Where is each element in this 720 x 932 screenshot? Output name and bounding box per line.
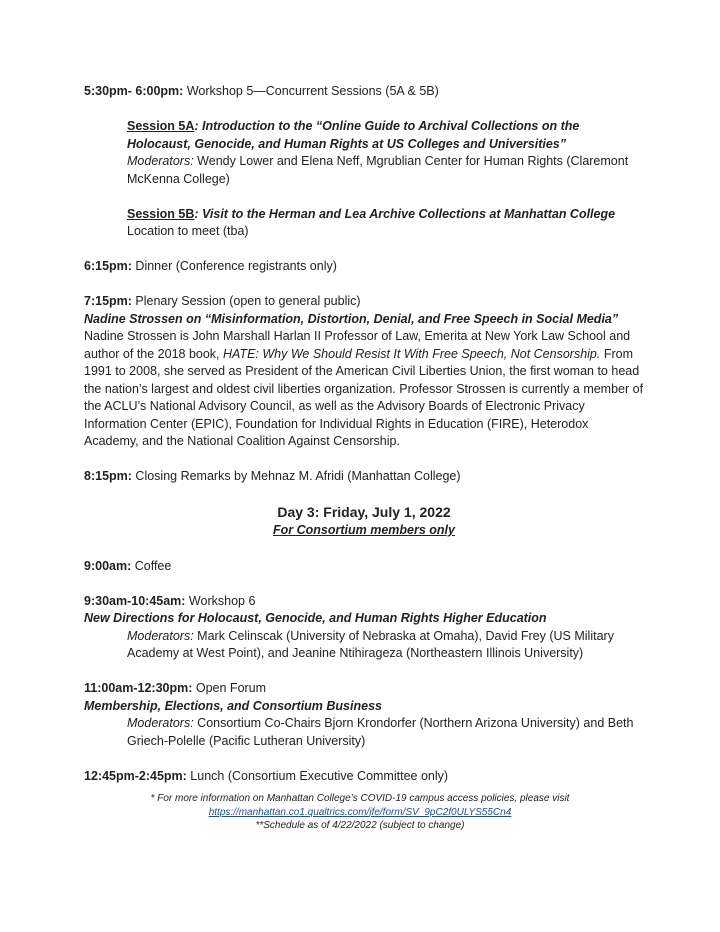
covid-note: * For more information on Manhattan College’s COVID-19 campus access policies, please visit bbox=[150, 793, 570, 804]
session-5b: Session 5B: Visit to the Herman and Lea Archive Collections at Manhattan College Location to meet (tba) bbox=[127, 206, 616, 238]
bio-part-2: From 1991 to 2008, she served as President of the American Civil Liberties Union, the first woman to head the nation’s largest and oldest civil liberties organization. Professor Strossen is currently a member of the ACLU’s National Advisory Council, as well as the Advisory Boards of Electronic Privacy Information Center (EPIC), Foundation for Individual Rights in Education (FIRE), Heterodox Academy, and the National Coalition Against Censorship. bbox=[84, 346, 644, 448]
location: Location to meet (tba) bbox=[127, 224, 249, 238]
time: 12:45pm-2:45pm: bbox=[84, 768, 187, 783]
time: 7:15pm: bbox=[84, 294, 132, 308]
moderators: Mark Celinscak (University of Nebraska at Omaha), David Frey (US Military Academy at West Point), and Jeanine Ntihirageza (Northeastern Illinois University) bbox=[127, 628, 614, 660]
event-text: Open Forum bbox=[192, 681, 267, 695]
lunch bbox=[84, 768, 644, 786]
moderators: Consortium Co-Chairs Bjorn Krondorfer (Northern Arizona University) and Beth Griech-Polelle (Pacific Lutheran University) bbox=[127, 716, 634, 748]
plenary-session bbox=[84, 293, 644, 451]
moderators-label: Moderators: bbox=[127, 716, 194, 730]
session-label: Session 5B bbox=[127, 206, 195, 221]
time: 5:30pm- 6:00pm: bbox=[84, 84, 184, 98]
event-text: Closing Remarks by Mehnaz M. Afridi (Manhattan College) bbox=[131, 469, 461, 483]
day-3-title: Day 3: Friday, July 1, 2022 bbox=[277, 504, 451, 520]
workshop-6 bbox=[84, 593, 644, 663]
event-text: Dinner (Conference registrants only) bbox=[131, 259, 337, 273]
session-title: Introduction to the “Online Guide to Archival Collections on the Holocaust, Genocide, and Human Rights at US Colleges and Universities” bbox=[127, 119, 580, 151]
event-text: Workshop 5—Concurrent Sessions (5A & 5B) bbox=[183, 84, 439, 98]
event-text: Lunch (Consortium Executive Committee only) bbox=[186, 768, 449, 783]
book-title: HATE: Why We Should Resist It With Free Speech, Not Censorship. bbox=[223, 346, 601, 361]
session-5a: Session 5A: Introduction to the “Online Guide to Archival Collections on the Holocaust, Genocide, and Human Rights at US Colleges and Universities” Moderators: Wendy Lower and Elena Neff, Mgrublian Center for Human Rights (Claremont McKenna College) bbox=[127, 119, 629, 186]
plenary-title: Nadine Strossen on “Misinformation, Distortion, Denial, and Free Speech in Social Media” bbox=[84, 311, 619, 326]
session-label: Session 5A bbox=[127, 119, 195, 133]
session-title: Visit to the Herman and Lea Archive Collections at Manhattan College bbox=[202, 206, 616, 221]
forum-title: Membership, Elections, and Consortium Business bbox=[84, 698, 382, 713]
time: 9:00am: bbox=[84, 558, 132, 573]
closing-remarks bbox=[84, 468, 644, 486]
coffee bbox=[84, 558, 644, 576]
footer bbox=[84, 792, 636, 833]
workshop-5 bbox=[84, 83, 644, 101]
day-3-subtitle: For Consortium members only bbox=[273, 523, 455, 537]
time: 8:15pm: bbox=[84, 469, 132, 483]
event-text: Coffee bbox=[131, 558, 172, 573]
moderators: Wendy Lower and Elena Neff, Mgrublian Center for Human Rights (Claremont McKenna College) bbox=[127, 154, 629, 186]
schedule-note: **Schedule as of 4/22/2022 (subject to change) bbox=[255, 820, 465, 831]
time: 9:30am-10:45am: bbox=[84, 593, 186, 608]
event-text: Workshop 6 bbox=[185, 593, 256, 608]
open-forum bbox=[84, 680, 644, 750]
time: 6:15pm: bbox=[84, 259, 132, 273]
workshop-title: New Directions for Holocaust, Genocide, and Human Rights Higher Education bbox=[84, 611, 547, 625]
time: 11:00am-12:30pm: bbox=[84, 681, 193, 695]
covid-policy-link[interactable]: https://manhattan.co1.qualtrics.com/jfe/form/SV_9pC2f0ULYS55Cn4 bbox=[208, 806, 512, 818]
schedule-page bbox=[84, 83, 644, 803]
moderators-label: Moderators: bbox=[127, 154, 194, 168]
event-text: Plenary Session (open to general public) bbox=[131, 294, 361, 308]
dinner bbox=[84, 258, 644, 276]
bio-part-1: Nadine Strossen is John Marshall Harlan II Professor of Law, Emerita at New York Law School and author of the 2018 book, bbox=[84, 329, 631, 361]
moderators-label: Moderators: bbox=[127, 628, 194, 643]
